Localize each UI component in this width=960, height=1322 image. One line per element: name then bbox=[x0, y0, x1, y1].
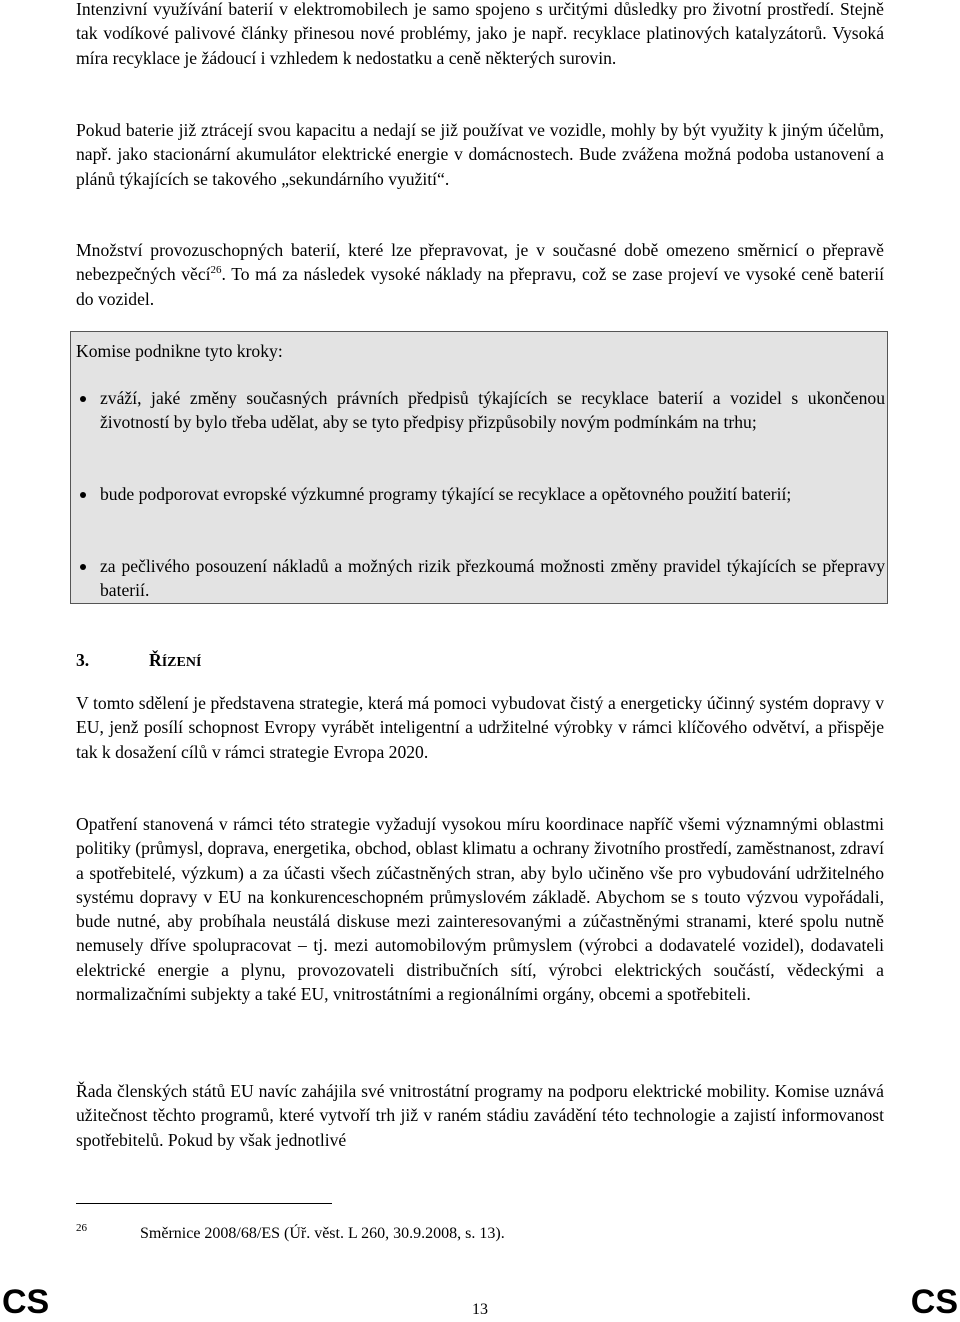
paragraph-strategy-summary: V tomto sdělení je představena strategie, která má pomoci vybudovat čistý a energeticky účinný systém dopravy v EU, jenž posílí schopnost Evropy vyrábět inteligentní a udržitelné výrobky v rámci klíčového odvětví, a přispěje tak k dosažení cílů v rámci strategie Evropa 2020. bbox=[76, 693, 884, 762]
paragraph-transport-text-b: . To má za následek vysoké náklady na přepravu, což se zase projeví ve vysoké ceně baterií do vozidel. bbox=[76, 264, 884, 309]
bullet-icon bbox=[80, 492, 86, 498]
section-title bbox=[149, 650, 201, 671]
section-title-rest: ÍZENÍ bbox=[161, 655, 202, 670]
commission-actions-box bbox=[70, 331, 888, 604]
footnote-separator bbox=[76, 1203, 332, 1204]
paragraph-coordination: Opatření stanovená v rámci této strategie vyžadují vysokou míru koordinace napříč všemi významnými oblastmi politiky (průmysl, doprava, energetika, obchod, oblast klimatu a ochrany životního prostředí, zaměstnanost, zdraví a spotřebitelé, výzkum) a za účasti všech zúčastněných stran, aby bylo učiněno vše pro vybudování udržitelného systému dopravy v EU na konkurenceschopném průmyslovém základě. Abychom se s touto výzvou vypořádali, bude nutné, aby probíhala neustálá diskuse mezi zainteresovanými a zúčastněnými stranami, které spolu nutně nemusely dříve spolupracovat – tj. mezi automobilovým průmyslem (výrobci a dodavatelé vozidel), dodavateli elektrické energie a plynu, provozovateli distribučních sítí, výrobci elektrických součástí, vědeckými a normalizačními subjekty a také EU, vnitrostátními a regionálními orgány, obcemi a spotřebiteli. bbox=[76, 814, 884, 1005]
language-code-left: CS bbox=[2, 1283, 50, 1321]
paragraph-transport-limits bbox=[76, 238, 884, 311]
footnote-text: Směrnice 2008/68/ES (Úř. věst. L 260, 30.9.2008, s. 13). bbox=[140, 1225, 505, 1242]
action-item-text: zváží, jaké změny současných právních předpisů týkajících se recyklace baterií a vozidel s ukončenou životností by bylo třeba udělat, aby se tyto předpisy přizpůsobily novým podmínkám na trhu; bbox=[100, 388, 885, 433]
footnote-reference[interactable]: 26 bbox=[210, 264, 222, 277]
bullet-icon bbox=[80, 564, 86, 570]
paragraph-battery-environment: Intenzivní využívání baterií v elektromobilech je samo spojeno s určitými důsledky pro životní prostředí. Stejně tak vodíkové palivové články přinesou nové problémy, jako je např. recyklace platinových katalyzátorů. Vysoká míra recyklace je žádoucí i vzhledem k nedostatku a ceně některých surovin. bbox=[76, 0, 884, 68]
action-item-text: za pečlivého posouzení nákladů a možných rizik přezkoumá možnosti změny pravidel týkajících se přepravy baterií. bbox=[100, 556, 885, 601]
paragraph-transport-text-a: Množství provozuschopných baterií, které lze přepravovat, je v současné době omezeno směrnicí o přepravě nebezpečných věcí bbox=[76, 240, 884, 285]
bullet-icon bbox=[80, 396, 86, 402]
page-number: 13 bbox=[472, 1301, 488, 1318]
language-code-right: CS bbox=[910, 1283, 958, 1321]
paragraph-member-states: Řada členských států EU navíc zahájila své vnitrostátní programy na podporu elektrické mobility. Komise uznává užitečnost těchto programů, které vytvoří trh již v raném stádiu zavádění této technologie a zajistí informovanost spotřebitelů. Pokud by však jednotlivé bbox=[76, 1081, 884, 1150]
section-number: 3. bbox=[76, 650, 90, 670]
paragraph-secondary-use: Pokud baterie již ztrácejí svou kapacitu a nedají se již používat ve vozidle, mohly by být využity k jiným účelům, např. jako stacionární akumulátor elektrické energie v domácnostech. Bude zvážena možná podoba ustanovení a plánů týkajících se takového „sekundárního využití“. bbox=[76, 120, 884, 189]
action-item-text: bude podporovat evropské výzkumné programy týkající se recyklace a opětovného použití baterií; bbox=[100, 484, 792, 504]
section-title-initial: Ř bbox=[149, 650, 162, 670]
footnote-number: 26 bbox=[76, 1222, 87, 1234]
box-intro: Komise podnikne tyto kroky: bbox=[76, 341, 283, 361]
